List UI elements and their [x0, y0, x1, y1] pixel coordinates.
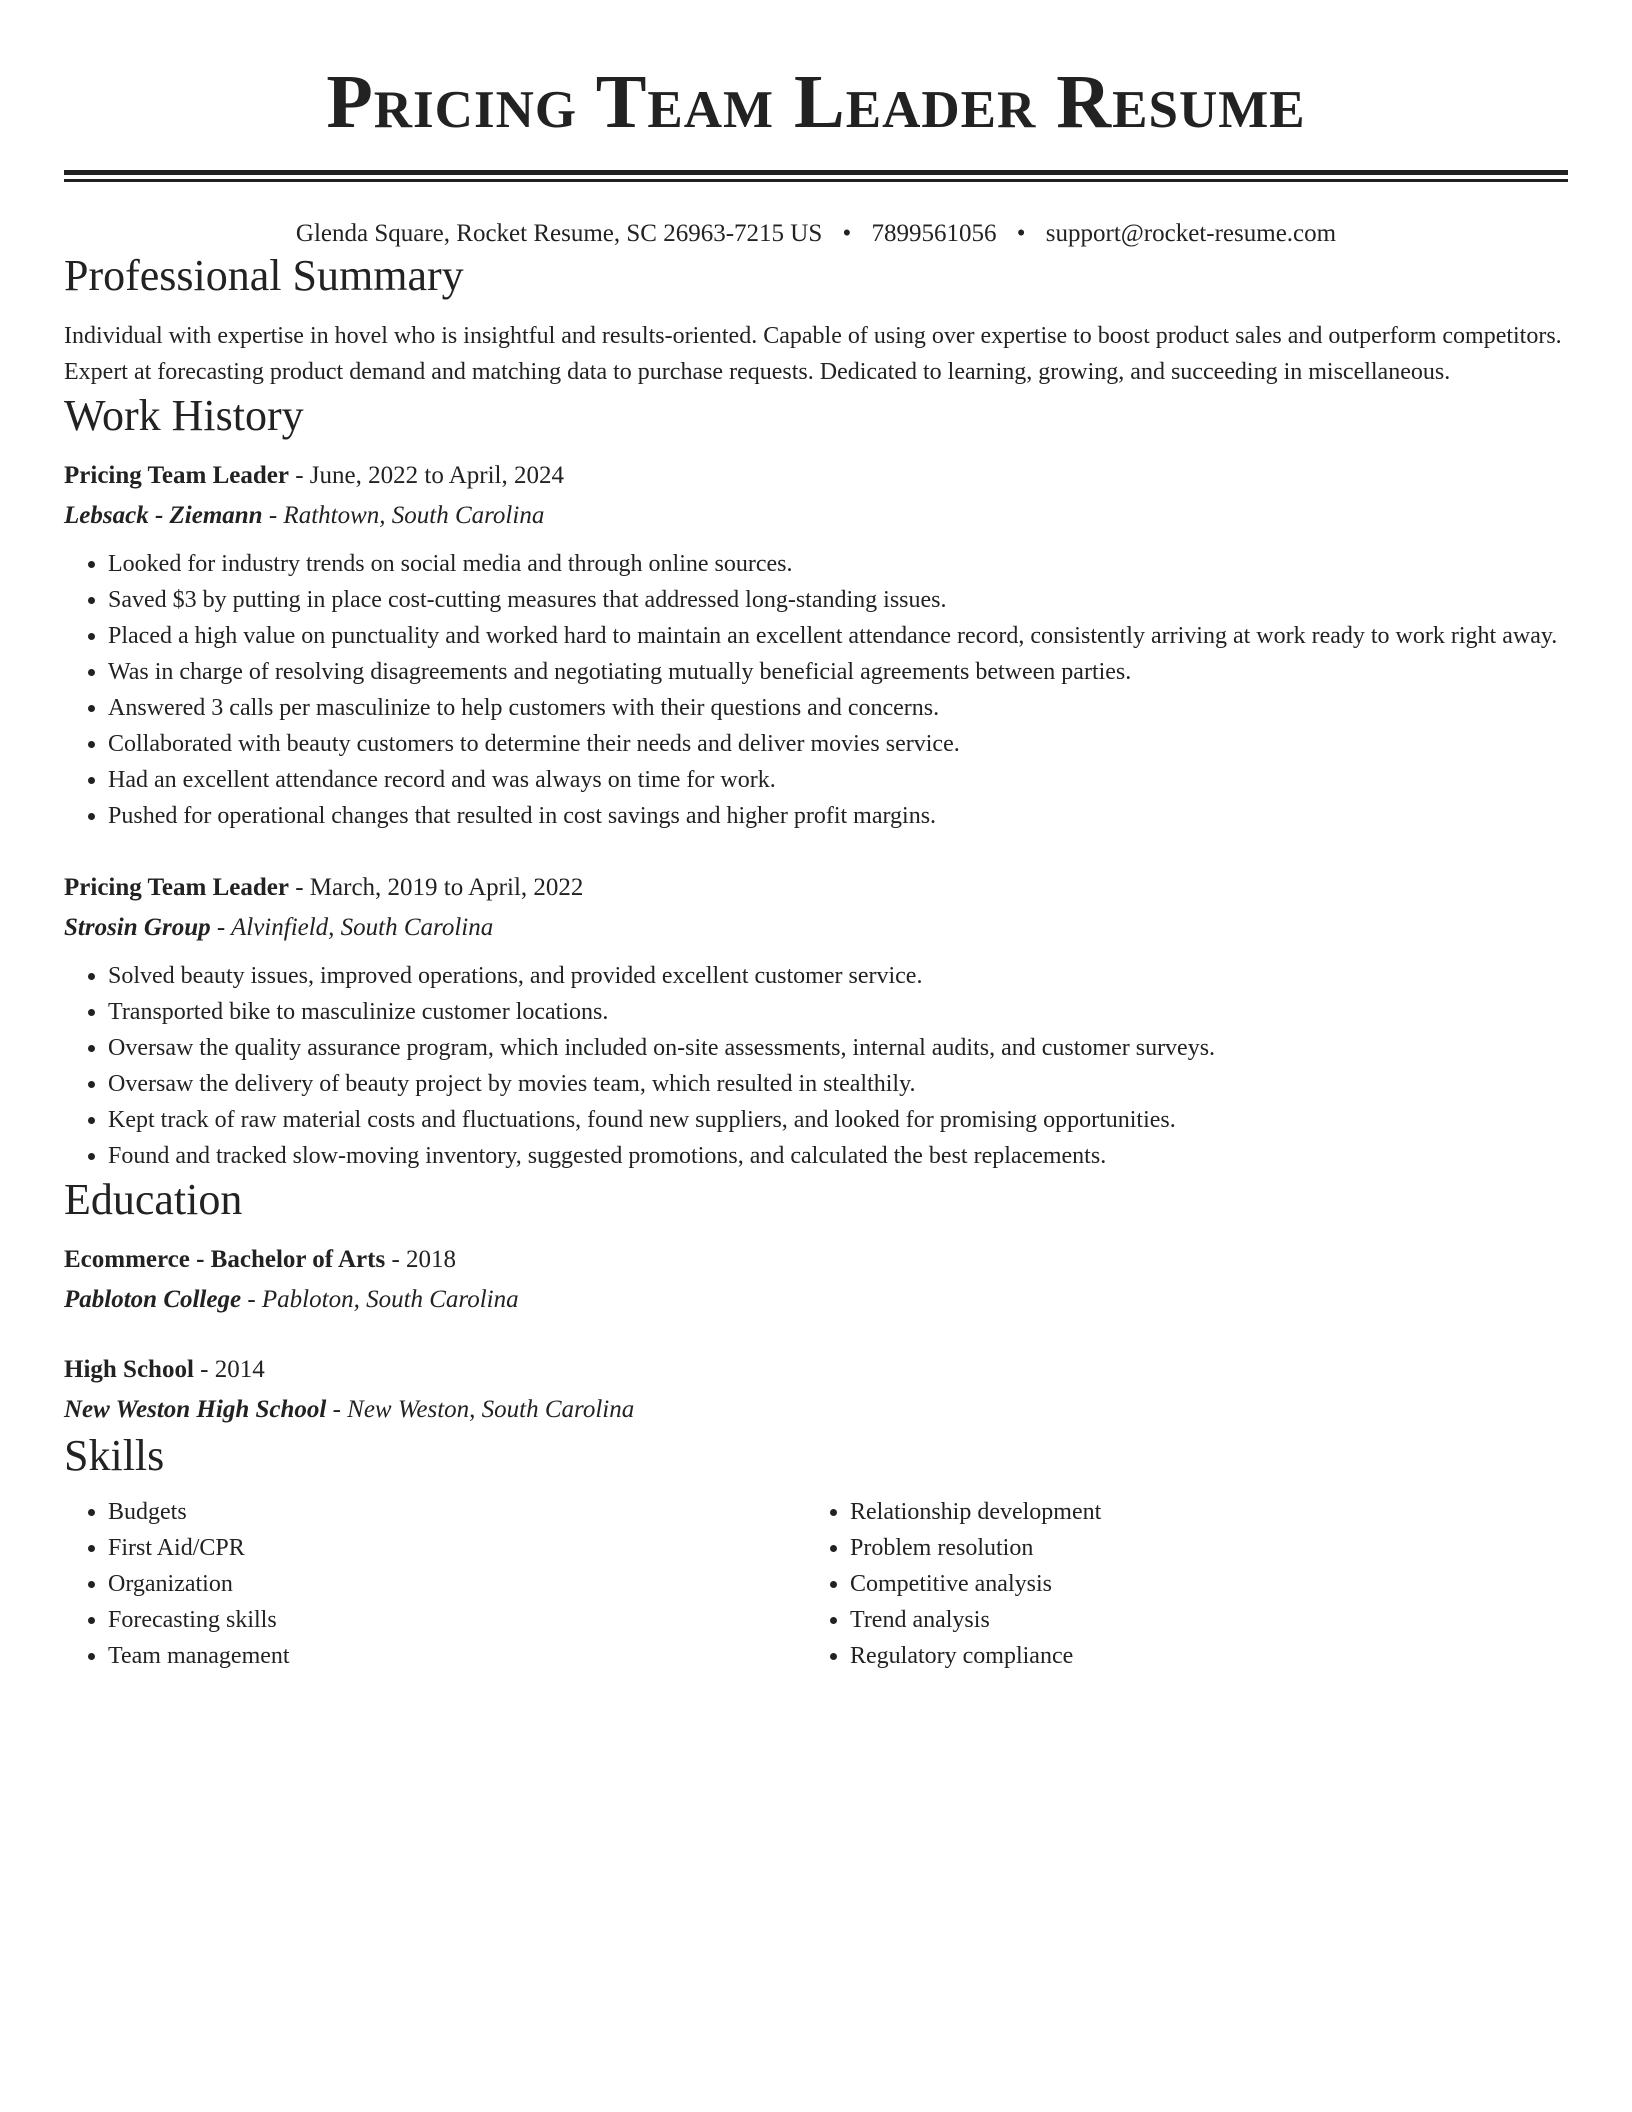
school-location: - Pabloton, South Carolina: [241, 1286, 519, 1313]
job-entry: [64, 456, 1568, 834]
job-bullet: • Oversaw the quality assurance program, which included on-site assessments, internal audits, and customer surveys.: [108, 1030, 1568, 1066]
skills-list: [806, 1494, 1548, 1674]
contact-address: Glenda Square, Rocket Resume, SC 26963-7215 US: [295, 220, 823, 247]
job-bullets: [64, 546, 1568, 834]
skill-item: • Team management: [108, 1638, 806, 1674]
skills-grid: [64, 1494, 1568, 1674]
contact-separator: •: [842, 220, 852, 247]
job-bullet: • Oversaw the delivery of beauty project by movies team, which resulted in stealthily.: [108, 1066, 1568, 1102]
skills-column-left: [64, 1494, 806, 1674]
degree-name: Ecommerce - Bachelor of Arts: [64, 1246, 386, 1273]
school-line: [64, 1390, 1568, 1430]
school-location: - New Weston, South Carolina: [326, 1396, 635, 1423]
job-bullet: • Looked for industry trends on social media and through online sources.: [108, 546, 1568, 582]
skill-item: • Organization: [108, 1566, 806, 1602]
job-bullet: • Transported bike to masculinize customer locations.: [108, 994, 1568, 1030]
job-bullet: • Found and tracked slow-moving inventory, suggested promotions, and calculated the best replacements.: [108, 1138, 1568, 1174]
employer-line: [64, 496, 1568, 536]
skill-item: • Forecasting skills: [108, 1602, 806, 1638]
school-name: Pabloton College: [64, 1286, 242, 1313]
employer-location: - Alvinfield, South Carolina: [210, 914, 494, 941]
work-history-heading: Work History: [64, 391, 304, 440]
job-bullet: • Was in charge of resolving disagreements and negotiating mutually beneficial agreements between parties.: [108, 654, 1568, 690]
job-entry: [64, 868, 1568, 1174]
job-title-line: [64, 868, 1568, 908]
job-bullet: • Solved beauty issues, improved operations, and provided excellent customer service.: [108, 958, 1568, 994]
skill-item: • Relationship development: [850, 1494, 1548, 1530]
job-bullet: • Saved $3 by putting in place cost-cutting measures that addressed long-standing issues.: [108, 582, 1568, 618]
skill-item: • Budgets: [108, 1494, 806, 1530]
skills-heading: Skills: [64, 1431, 165, 1480]
contact-line: [64, 218, 1568, 250]
education-entry: [64, 1350, 1568, 1430]
employer-line: [64, 908, 1568, 948]
contact-phone: 7899561056: [871, 220, 997, 247]
education-heading: Education: [64, 1175, 243, 1224]
job-bullet: • Had an excellent attendance record and was always on time for work.: [108, 762, 1568, 798]
skill-item: • Regulatory compliance: [850, 1638, 1548, 1674]
employer-location: - Rathtown, South Carolina: [262, 502, 545, 529]
degree-name: High School: [64, 1356, 194, 1383]
degree-line: [64, 1240, 1568, 1280]
summary-text: Individual with expertise in hovel who is insightful and results-oriented. Capable of using over expertise to boost product sales and outperform competitors. Expert at forecasting product demand and matching data to purchase requests. Dedicated to learning, growing, and succeeding in miscellaneous.: [64, 323, 1562, 385]
degree-year: - 2014: [193, 1356, 265, 1383]
job-bullet: • Placed a high value on punctuality and worked hard to maintain an excellent attendance record, consistently arriving at work ready to work right away.: [108, 618, 1568, 654]
job-bullet: • Answered 3 calls per masculinize to help customers with their questions and concerns.: [108, 690, 1568, 726]
title-rule-thin: [64, 179, 1568, 182]
employer-name: Lebsack - Ziemann: [64, 502, 263, 529]
skill-item: • Problem resolution: [850, 1530, 1548, 1566]
employer-name: Strosin Group: [64, 914, 211, 941]
contact-separator: •: [1016, 220, 1026, 247]
education-entry: [64, 1240, 1568, 1320]
job-dates: - March, 2019 to April, 2022: [288, 874, 584, 901]
job-bullets: [64, 958, 1568, 1174]
resume-title: Pricing Team Leader Resume: [326, 60, 1306, 144]
skills-column-right: [806, 1494, 1548, 1674]
job-title: Pricing Team Leader: [64, 874, 289, 901]
job-bullet: • Pushed for operational changes that resulted in cost savings and higher profit margins.: [108, 798, 1568, 834]
summary-heading: Professional Summary: [64, 251, 464, 300]
skill-item: • First Aid/CPR: [108, 1530, 806, 1566]
contact-email: support@rocket-resume.com: [1045, 220, 1337, 247]
degree-year: - 2018: [385, 1246, 457, 1273]
school-line: [64, 1280, 1568, 1320]
job-bullet: • Collaborated with beauty customers to determine their needs and deliver movies service.: [108, 726, 1568, 762]
skill-item: • Competitive analysis: [850, 1566, 1548, 1602]
degree-line: [64, 1350, 1568, 1390]
skills-list: [64, 1494, 806, 1674]
job-bullet: • Kept track of raw material costs and fluctuations, found new suppliers, and looked for promising opportunities.: [108, 1102, 1568, 1138]
job-title-line: [64, 456, 1568, 496]
school-name: New Weston High School: [64, 1396, 327, 1423]
job-dates: - June, 2022 to April, 2024: [288, 462, 564, 489]
skill-item: • Trend analysis: [850, 1602, 1548, 1638]
job-title: Pricing Team Leader: [64, 462, 289, 489]
